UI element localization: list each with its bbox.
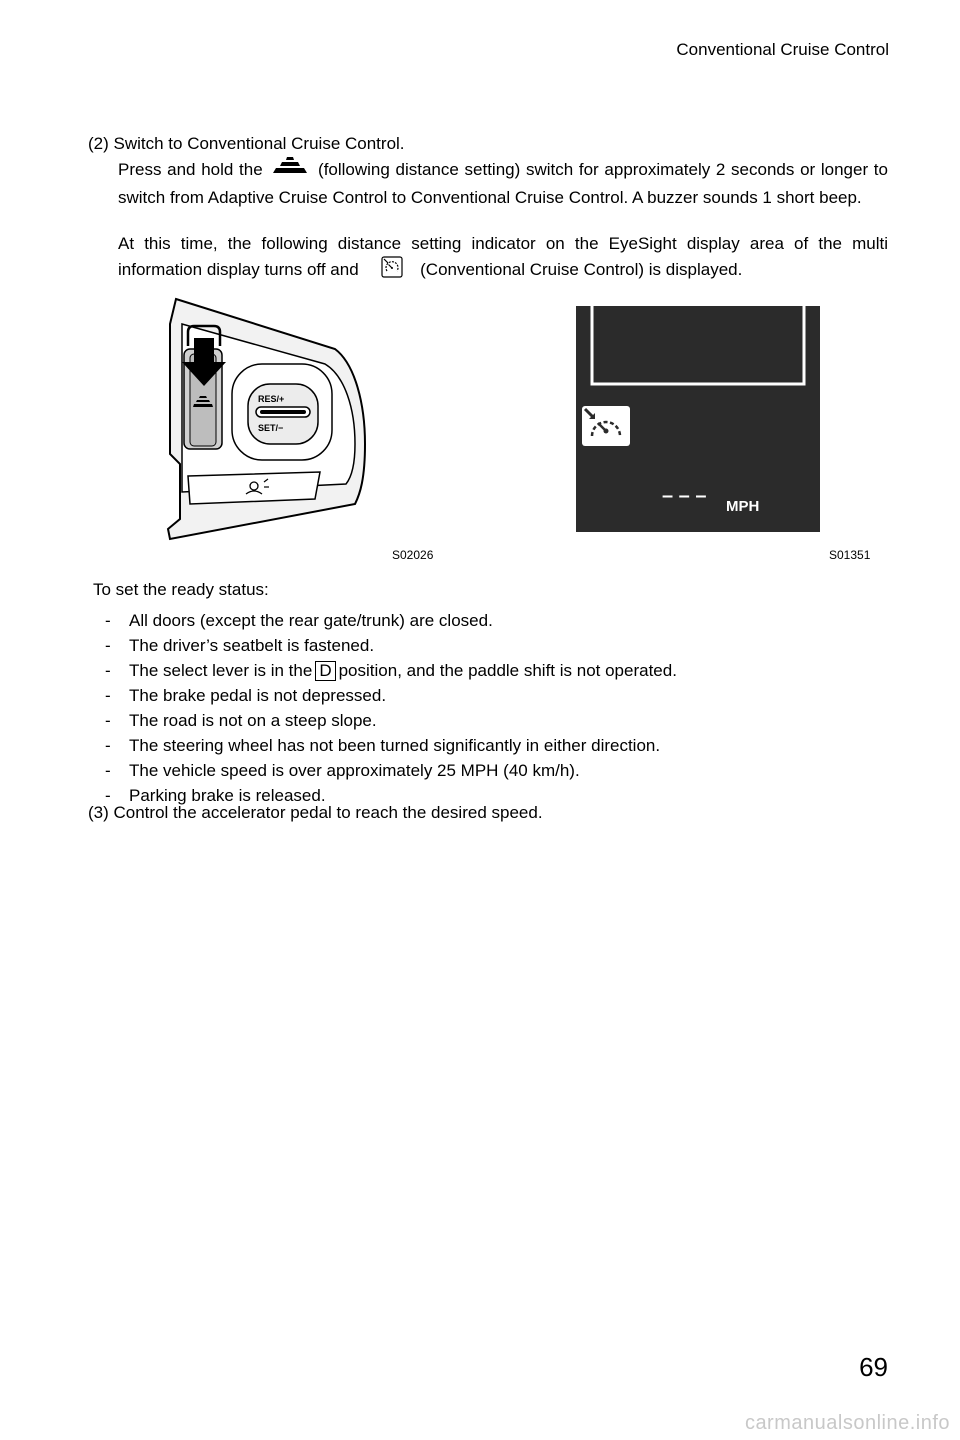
list-item: - The vehicle speed is over approximately 25 MPH (40 km/h). [105, 761, 580, 780]
following-distance-icon [268, 156, 312, 185]
step-3-text: (3) Control the accelerator pedal to reach the desired speed. [88, 803, 543, 822]
step-2-heading: (2) Switch to Conventional Cruise Control. [88, 134, 405, 153]
speed-placeholder: – – – [662, 485, 707, 507]
res-label: RES/+ [258, 394, 285, 404]
conventional-cruise-icon [381, 256, 403, 285]
watermark: carmanualsonline.info [744, 1412, 950, 1434]
speed-unit: MPH [726, 498, 760, 515]
ready-status-intro: To set the ready status: [93, 580, 269, 599]
ready-status-conditions [105, 608, 677, 808]
section-title: Conventional Cruise Control [676, 40, 889, 59]
page-number: 69 [859, 1352, 888, 1382]
list-item: - The road is not on a steep slope. [105, 711, 377, 730]
gear-d-box: D [315, 661, 335, 681]
para1-text-end: (following distance setting) switch for approximately 2 seconds or longer to switch from Adaptive Cruise Control to Conventional Cruise Control. A buzzer sounds 1 short beep. [118, 159, 888, 207]
list-item: - Parking brake is released. [105, 786, 326, 805]
conventional-cruise-display-icon [582, 406, 630, 446]
list-item: - All doors (except the rear gate/trunk) are closed. [105, 611, 493, 630]
steering-switch-illustration [160, 294, 380, 549]
list-item: - The brake pedal is not depressed. [105, 686, 387, 705]
figure-code-right: S01351 [829, 548, 871, 562]
para1-text-start: Press and hold the [118, 159, 263, 179]
para2-text-start: At this time, the following distance setting indicator on the EyeSight display area of the multi information display turns off and [118, 234, 888, 279]
multi-information-display-illustration [576, 306, 820, 537]
step-2-paragraph-2 [118, 231, 888, 285]
set-label: SET/− [258, 423, 284, 433]
list-item: - The select lever is in the D position, and the paddle shift is not operated. [105, 661, 677, 680]
figure-code-left: S02026 [392, 548, 434, 562]
step-2-paragraph-1 [118, 156, 888, 210]
list-item: - The steering wheel has not been turned significantly in either direction. [105, 736, 661, 755]
list-item: - The driver’s seatbelt is fastened. [105, 636, 375, 655]
para2-text-end: (Conventional Cruise Control) is displayed. [420, 259, 743, 279]
